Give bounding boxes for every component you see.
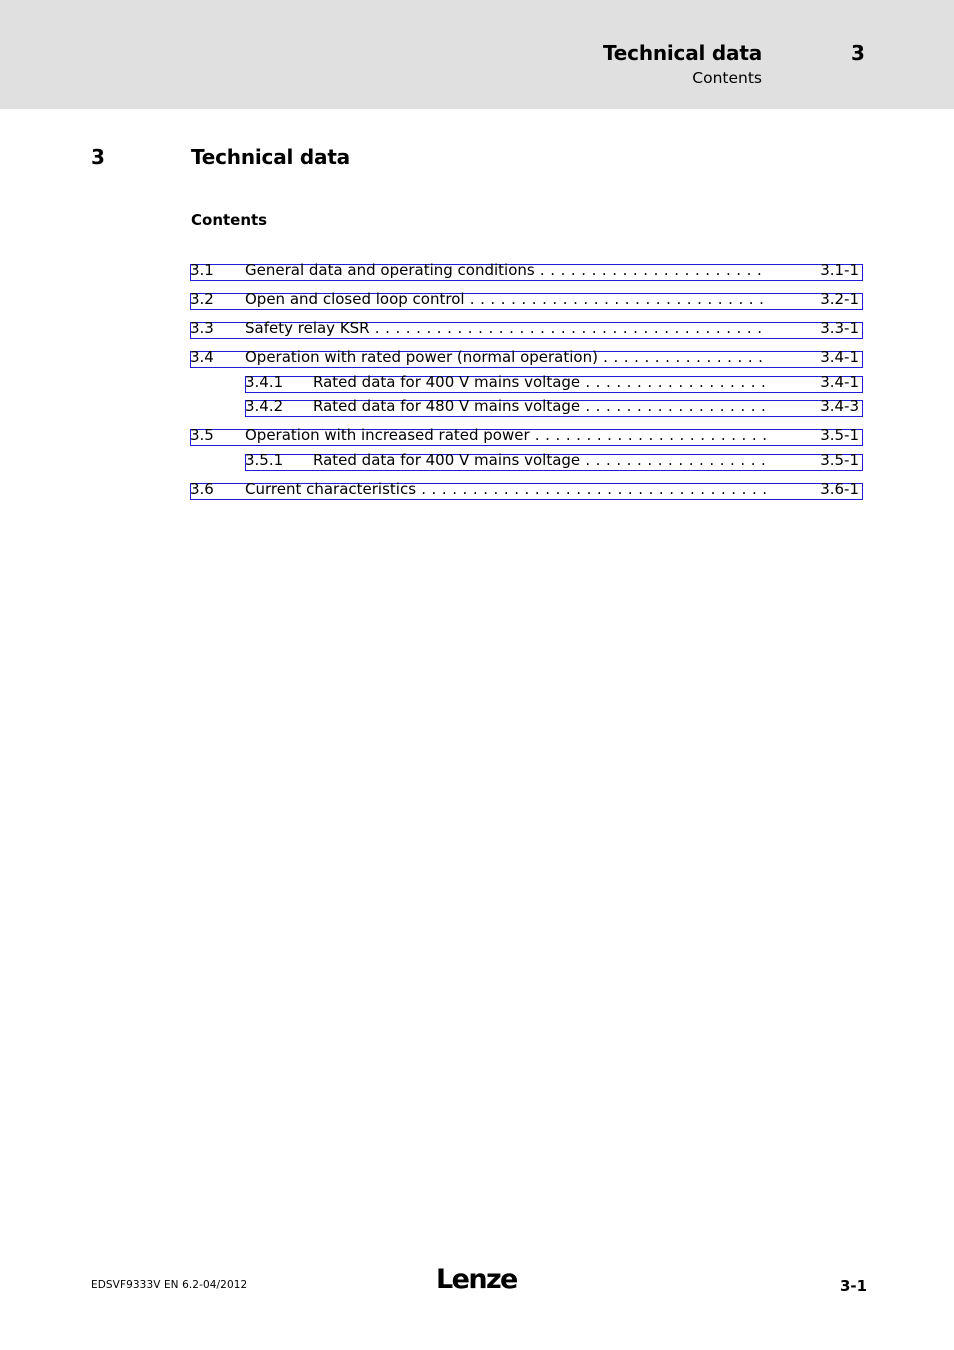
toc-entry-title: General data and operating conditions . . . (245, 263, 766, 278)
toc-entry-3-3[interactable] (190, 319, 863, 339)
toc-entry-number: 3.4 (190, 348, 214, 366)
toc-entry-page: 3.4-3 (820, 397, 859, 415)
toc-entry-title: Safety relay KSR . . . (245, 321, 766, 336)
toc-entry-number: 3.6 (190, 480, 214, 498)
footer-page-number: 3-1 (840, 1277, 868, 1295)
toc-entry-3-2[interactable] (190, 290, 863, 310)
header-band (0, 0, 954, 109)
toc-entry-title: Rated data for 400 V mains voltage . . . (313, 453, 766, 468)
toc-entry-number: 3.5.1 (245, 451, 284, 469)
toc-entry-title: Current characteristics . . . (245, 482, 766, 497)
toc-entry-title: Operation with increased rated power . . . (245, 428, 766, 443)
toc-entry-title: Rated data for 400 V mains voltage . . . (313, 375, 766, 390)
toc-entry-number: 3.1 (190, 261, 214, 279)
running-header-subtitle: Contents (692, 69, 762, 87)
toc-entry-3-1[interactable] (190, 261, 863, 281)
toc-entry-page: 3.3-1 (820, 319, 859, 337)
toc-entry-3-4-2[interactable] (245, 397, 863, 417)
toc-entry-3-6[interactable] (190, 480, 863, 500)
toc-entry-number: 3.4.2 (245, 397, 284, 415)
toc-entry-title: Open and closed loop control . . . (245, 292, 766, 307)
toc-entry-title: Rated data for 480 V mains voltage . . . (313, 399, 766, 414)
toc-entry-3-4-1[interactable] (245, 373, 863, 393)
toc-entry-page: 3.4-1 (820, 348, 859, 366)
toc-entry-3-4[interactable] (190, 348, 863, 368)
running-header-chapter-number: 3 (851, 41, 865, 65)
toc-entry-page: 3.6-1 (820, 480, 859, 498)
toc-entry-number: 3.2 (190, 290, 214, 308)
toc-entry-page: 3.2-1 (820, 290, 859, 308)
toc-entry-number: 3.3 (190, 319, 214, 337)
lenze-logo: Lenze (436, 1264, 517, 1295)
chapter-number: 3 (91, 145, 105, 169)
toc-entry-number: 3.4.1 (245, 373, 284, 391)
contents-heading: Contents (191, 211, 268, 229)
toc-entry-number: 3.5 (190, 426, 214, 444)
toc-entry-title: Operation with rated power (normal operation) . . . (245, 350, 766, 365)
toc-entry-page: 3.1-1 (820, 261, 859, 279)
toc-entry-3-5-1[interactable] (245, 451, 863, 471)
chapter-title: Technical data (191, 145, 350, 169)
toc-entry-page: 3.5-1 (820, 426, 859, 444)
footer-document-id: EDSVF9333V EN 6.2-04/2012 (91, 1279, 248, 1291)
toc-entry-page: 3.5-1 (820, 451, 859, 469)
toc-entry-3-5[interactable] (190, 426, 863, 446)
toc-entry-page: 3.4-1 (820, 373, 859, 391)
running-header-title: Technical data (603, 41, 762, 65)
